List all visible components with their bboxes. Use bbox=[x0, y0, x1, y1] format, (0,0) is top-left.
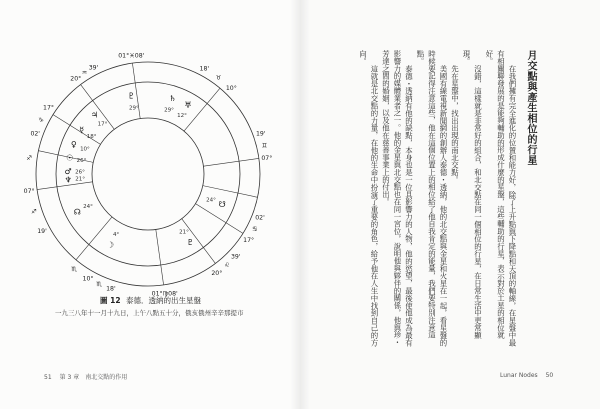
planet-glyph: ☿ bbox=[79, 125, 85, 135]
house-cusp-line bbox=[156, 229, 164, 284]
planet-glyph: ☊ bbox=[73, 207, 81, 217]
paragraph: 先在星盤中，找出出現的南北交點。 bbox=[450, 64, 460, 184]
cusp-label: 18' bbox=[199, 65, 210, 73]
body-text bbox=[302, 50, 518, 350]
planet-glyph: ♃ bbox=[90, 110, 99, 120]
cusp-label: ♊ bbox=[261, 142, 268, 150]
figure-label: 圖 12 bbox=[100, 296, 121, 305]
cusp-label: ♏ bbox=[96, 281, 102, 289]
cusp-label: 10° bbox=[82, 275, 94, 283]
planet-glyph: ♄ bbox=[169, 93, 177, 103]
planet-degree: 4° bbox=[112, 232, 120, 239]
right-footer bbox=[500, 372, 553, 379]
cusp-label: 01°♍08' bbox=[151, 290, 178, 298]
figure-caption bbox=[100, 296, 290, 306]
paragraph: 這就是北交點的力量，在他的生命中扮演了重要的角色，給予他在人生中找到自己的方向。 bbox=[358, 50, 379, 346]
left-footer bbox=[44, 372, 127, 381]
planet-degree: 21° bbox=[179, 229, 189, 236]
chapter-title: 第 3 章 南北交點的作用 bbox=[59, 374, 128, 381]
planet-glyph: ♆ bbox=[64, 175, 72, 185]
cusp-label: 07° bbox=[23, 188, 35, 196]
cusp-label: 02' bbox=[255, 214, 265, 222]
cusp-label: 17° bbox=[43, 104, 54, 112]
planet-degree: 10° bbox=[80, 146, 90, 153]
paragraph: 泰德・透納有他的缺點，本身也是一位具影響力的人物，他的慾望，最後使他成為最有影響力的媒體業者之一。他的金星與北交點也在同一宮位，說明他與夥伴的關係，他與珍・芳達之間的婚姻，以及他在慈善事業上的付出。 bbox=[381, 50, 414, 346]
cusp-label: ♌ bbox=[223, 262, 230, 270]
paragraph: 沒錯，這樣就是非常好的組合，和北交點在同一個相位的行星，在日常生活中更常顯現。 bbox=[462, 50, 483, 339]
cusp-label: 01°♓08' bbox=[118, 52, 145, 60]
right-page-number: 50 bbox=[545, 372, 554, 379]
cusp-label: 20° bbox=[70, 75, 82, 83]
paragraph: 在我們擁有完全進化的位置和能力好，除了上升點與下降點和天頂的軸線，在星盤中最有相關聯發展的是能夠輔助的形成什麼的星盤，這些輔助的行星，表示對於土星的相位就好。 bbox=[485, 50, 517, 346]
cusp-label: 02' bbox=[30, 130, 41, 138]
cusp-label: 17° bbox=[243, 236, 255, 244]
book-title: Lunar Nodes bbox=[500, 372, 538, 379]
planet-degree: 24° bbox=[83, 203, 93, 210]
left-page-number: 51 bbox=[44, 374, 52, 381]
planet-degree: 17° bbox=[97, 121, 108, 128]
cusp-label: ♉ bbox=[215, 74, 222, 82]
cusp-label: 39' bbox=[230, 253, 241, 261]
planet-glyph: ☽ bbox=[106, 240, 115, 250]
planet-glyph: ♅ bbox=[184, 100, 192, 110]
planet-degree: 12° bbox=[177, 113, 187, 120]
planet-degree: 26° bbox=[76, 157, 87, 164]
figure-title: 泰德．透納的出生星盤 bbox=[125, 296, 201, 305]
cusp-label: 18' bbox=[106, 285, 116, 293]
planet-glyph: ♇ bbox=[186, 237, 194, 247]
planet-glyph: ☉ bbox=[66, 153, 74, 163]
house-cusp-line bbox=[203, 186, 258, 198]
planet-glyph: ♇ bbox=[127, 91, 135, 101]
section-heading: 月交點與產生相位的行星 bbox=[525, 50, 536, 166]
cusp-label: 39' bbox=[88, 64, 99, 72]
house-cusp-line bbox=[203, 158, 258, 166]
cusp-label: 07° bbox=[261, 154, 273, 162]
cusp-label: 19' bbox=[255, 130, 266, 138]
planet-glyph: ♂ bbox=[64, 167, 72, 177]
paragraph: 美國有線電視新聞網的創辦人泰德・透納，他的北交點與金星和火星在一起，看星盤的時候要記得注意這些，他在這個位置上的相位給了他自我肯定的能量，我們要特別注意這點。 bbox=[416, 50, 448, 346]
planet-degree: 21° bbox=[75, 176, 86, 183]
planet-degree: 29° bbox=[128, 105, 139, 112]
cusp-label: ♑ bbox=[38, 117, 44, 125]
cusp-label: ♐ bbox=[31, 208, 37, 216]
cusp-label: ♋ bbox=[252, 225, 258, 233]
birth-info: 一九三八年十一月十九日，上午八點五十分，俄亥俄州辛辛那提市 bbox=[55, 309, 244, 317]
inner-ring bbox=[92, 118, 204, 230]
cusp-label: ♏ bbox=[71, 266, 77, 274]
cusp-label: ♐ bbox=[26, 154, 32, 162]
planet-degree: 18° bbox=[86, 133, 97, 140]
cusp-label: 10° bbox=[225, 85, 237, 93]
cusp-label: 20° bbox=[211, 269, 223, 277]
birth-chart bbox=[18, 52, 278, 298]
planet-glyph: ♀ bbox=[70, 140, 77, 150]
planet-degree: 29° bbox=[164, 107, 174, 114]
cusp-label: 19' bbox=[37, 227, 47, 235]
cusp-label: ♒ bbox=[81, 69, 88, 77]
planet-glyph: ☋ bbox=[218, 199, 226, 209]
planet-degree: 24° bbox=[206, 197, 216, 204]
house-cusp-line bbox=[76, 217, 115, 260]
planet-degree: 26° bbox=[75, 169, 85, 176]
